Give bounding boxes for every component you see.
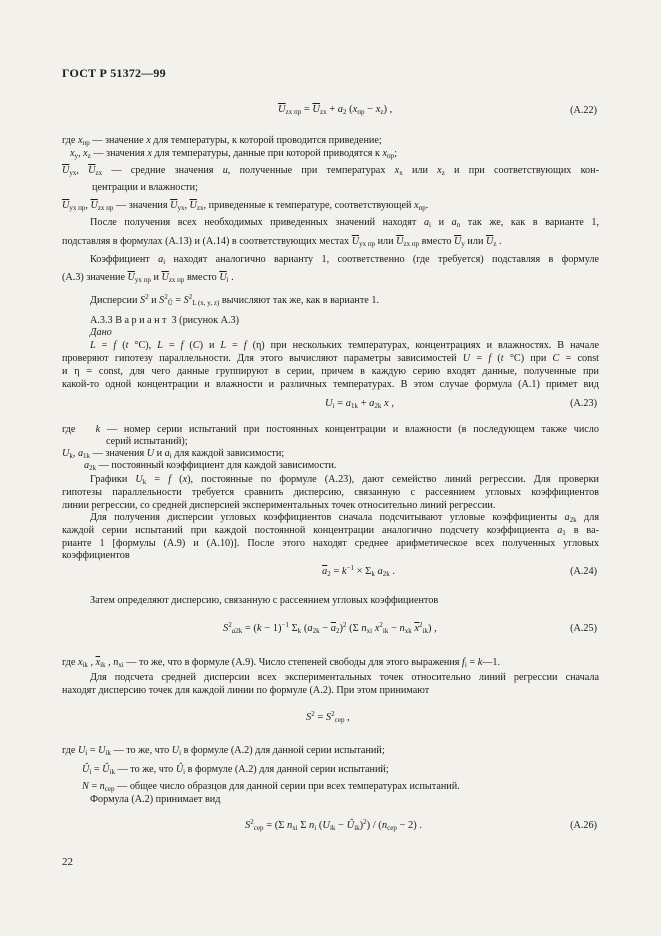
text-line: серий испытаний);: [106, 436, 188, 447]
equation-a22: $\overline{U}_{zx пр} = \overline{U}_{zx} + a_2$ $(x_{пр} - x_z)$ ,: [278, 104, 393, 116]
equation-a24: $\overline{a}_2 = k^{-1} \times \Sigma_k$ $a_{2k}$ .: [322, 564, 395, 578]
text-line: Для получения дисперсии угловых коэффициентов сначала подсчитывают угловые коэффициенты $a_{2k}$ для: [90, 512, 600, 524]
text-line: Коэффициент $a_i$ находят аналогично варианту 1, соответственно (где требуется) подставляя в формуле: [90, 254, 599, 266]
equation-a23: $U_i = a_{1k} + a_{2k}$ x ,: [325, 398, 394, 410]
equation-number: (А.23): [570, 398, 597, 409]
text-line: находят дисперсию точек для каждой линии по формуле (А.2). При этом принимают: [62, 685, 430, 696]
text-line: линии регрессии, со средней дисперсией экспериментальных точек относительно линий регрессии.: [62, 500, 496, 511]
equation-number: (А.25): [570, 623, 597, 634]
text-line: L = f (t °C), L = f (C) и L = f (η) при нескольких температурах, концентрациях и влажностях. В начале: [90, 340, 599, 351]
text-line: Дисперсии $S^2$ и $S^2_Û = S^2_{L (x, y, z)}$ вычисляют так же, как в варианте 1.: [90, 293, 380, 307]
equation-number: (А.26): [570, 820, 597, 831]
text-line: какой-то одной концентрации и влажности и различных температурах. В этом случае формула (А.1) примет вид: [62, 379, 599, 390]
text-line: центрации и влажности;: [92, 182, 198, 193]
text-line: где $x_{пр}$ — значение x для температуры, к которой проводится приведение;: [62, 135, 382, 147]
text-line: гипотезы параллельности требуется сравнить дисперсию, связанную с рассеянием угловых коэффициентов: [62, 487, 599, 498]
text-line: $x_y$, $x_z$ — значения x для температуры, данные при которой приводятся к $x_{пр}$;: [70, 148, 398, 160]
text-line: каждой серии испытаний при каждой постоянной концентрации аналогично подсчету коэффициента $a_1$ в ва-: [62, 525, 599, 537]
equation-a25: $S^2_{a2k} = (k - 1)^{-1}$ $\Sigma_k$ $(a_{2k} - \overline{a}_2)^2$ (Σ $n_{xi}$ $x^2_{ik} - n_{xk}$ $\overline{x}^2_{ik}$) ,: [223, 621, 437, 635]
text-line: рианте 1 [формулы (А.9) и (А.10)]. После этого находят среднее арифметическое всех полученных угловых: [62, 538, 599, 549]
text-line: $\overline{U}_{yx}$, $\overline{U}_{zx}$ — средние значения u, полученные при температурах $x_x$ или $x_z$ и при соответствующих кон-: [62, 165, 599, 177]
text-line: где $x_{ik}$ , $\overline{x}_{ik}$ , $n_{xi}$ — то же, что в формуле (А.9). Число степеней свободы для этого выражения $f_i$ = k—1.: [62, 657, 501, 669]
text-line: Дано: [90, 327, 112, 338]
text-line: $\overline{U}_{yx пр}$, $\overline{U}_{zx пр}$ — значения $\overline{U}_{yx}$, $\overline{U}_{zx}$, приведенные к температуре, соответствующей $x_{пр}$.: [62, 200, 429, 212]
text-line: После получения всех необходимых приведенных значений находят $a_i$ и $a_n$ так же, как в варианте 1,: [90, 217, 600, 229]
page-number: 22: [62, 856, 73, 868]
document-header: ГОСТ Р 51372—99: [62, 66, 166, 80]
text-line: подставляя в формулах (А.13) и (А.14) в соответствующих местах $\overline{U}_{yx пр}$ или $\overline{U}_{zx пр}$ вместо $\overline{U}_y$ или $\overline{U}_z$ .: [62, 236, 502, 248]
text-line: $U_k$, $a_{1k}$ — значения U и $a_i$ для каждой зависимости;: [62, 448, 285, 460]
text-line: и η = const, для чего данные группируют в серии, причем в каждую серию входят данные, полученные при: [62, 366, 599, 377]
text-line: Формула (А.2) принимает вид: [90, 794, 221, 805]
text-line: Затем определяют дисперсию, связанную с рассеянием угловых коэффициентов: [90, 595, 439, 606]
text-line: $a_{2k}$ — постоянный коэффициент для каждой зависимости.: [84, 460, 337, 472]
text-line: Графики $U_k = f$ (x), постоянные по формуле (А.23), дают семейство линий регрессии. Для проверки: [90, 474, 599, 486]
section-heading: А.3.3 Вариант 3 (рисунок А.3): [90, 315, 240, 326]
equation-a26: $S^2_{сер} = (\Sigma$ $n_{xi}$ Σ $n_i$ ($U_{ik}$ − $Û_{ik})^2) / (n_{сер} - 2)$ .: [245, 818, 423, 832]
equation-number: (А.24): [570, 566, 597, 577]
text-line: $Û_i$ = $Û_{ik}$ — то же, что $Û_i$ в формуле (А.2) для данной серии испытаний;: [82, 764, 389, 776]
text-line: Для подсчета средней дисперсии всех экспериментальных точек относительно линий регрессии сначала: [90, 672, 599, 683]
text-line: (А.3) значение $\overline{U}_{yx пр}$ и $\overline{U}_{zx пр}$ вместо $\overline{U}_i$ .: [62, 272, 234, 284]
text-line: проверяют гипотезу параллельности. Для этого вычисляют параметры зависимостей U = f (t °C) при C = const: [62, 353, 599, 364]
equation-number: (А.22): [570, 105, 597, 116]
text-line: $N = n_{сер}$ — общее число образцов для данной серии при всех температурах испытаний.: [82, 781, 460, 793]
equation-s2: $S^2 = S^2_{сер}$ ,: [306, 710, 350, 724]
text-line: где $U_i = U_{ik}$ — то же, что $U_i$ в формуле (А.2) для данной серии испытаний;: [62, 745, 385, 757]
text-line: где k — номер серии испытаний при постоянных концентрации и влажности (в последующем также число: [62, 424, 599, 435]
text-line: коэффициентов: [62, 550, 130, 561]
